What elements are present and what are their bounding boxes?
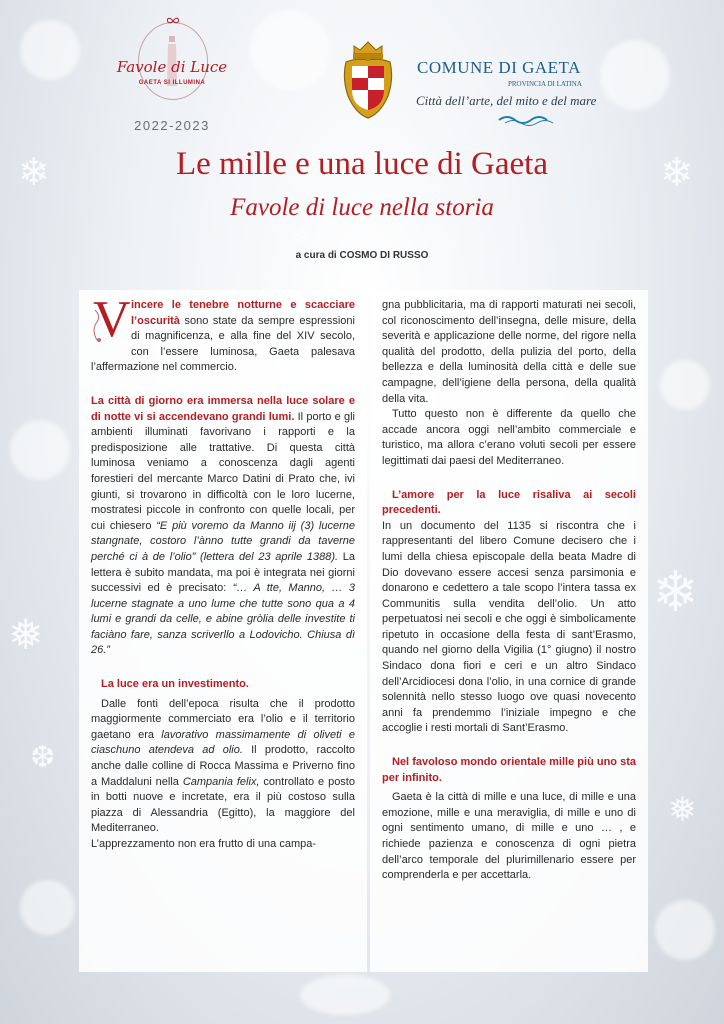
bokeh-light bbox=[655, 900, 715, 960]
paragraph bbox=[91, 394, 355, 659]
drop-cap bbox=[91, 291, 131, 348]
section-heading-block bbox=[382, 488, 636, 519]
text-italic: Campania felix, bbox=[182, 775, 260, 788]
comune-motto: Città dell’arte, del mito e del mare bbox=[416, 93, 597, 108]
article-subtitle: Favole di luce nella storia bbox=[230, 194, 494, 221]
logo-script: Favole di Luce bbox=[116, 58, 228, 76]
text-run: La lettera è subito mandata, ma poi è integrata nei giorni successivi ed è precisato: bbox=[91, 550, 356, 595]
paragraph: L’apprezzamento non era frutto di una campa- bbox=[91, 838, 317, 850]
bokeh-light bbox=[250, 10, 330, 90]
bow-icon bbox=[166, 16, 180, 26]
section-heading-block bbox=[382, 755, 636, 786]
paragraph: In un documento del 1135 si riscontra che i rappresentanti del libero Comune decisero che i lumi della chiesa episcopale della beata Madre di Dio dovevano essere accesi senza parsimonia e donarono e cedettero a tale scopo l’intera tassa ex Communitis sulla vendita dell’olio. Un atto perpetuatosi nei secoli e che oggi è simbolicamente ripetuto in occasione della festa di sant’Erasmo, quando nel giorno della Vigilia (1° giugno) il nostro Sindaco dona fiori e ceri e un altro Sindaco dell’Arcidiocesi dona l’olio, in una cornice di grande solennità nello stesso luogo ove quasi novecento anni fa prendemmo l’iniziale impegno e che accoglie i resti mortali di Sant’Erasmo. bbox=[382, 519, 636, 735]
section-heading: L’amore per la luce risaliva ai secoli precedenti. bbox=[382, 488, 636, 517]
lead-bold: incere le tenebre notturne e scacciare l’oscurità bbox=[131, 299, 355, 327]
byline-prefix: a cura di bbox=[295, 250, 337, 261]
paragraph bbox=[91, 291, 355, 376]
text-run: controllato e posto in botti nuove e incretate, era il più costoso sulla piazza di Alessandria (Egitto), la maggiore del Mediterraneo. bbox=[91, 775, 355, 835]
bokeh-light bbox=[20, 880, 75, 935]
favole-di-luce-logo bbox=[104, 18, 240, 136]
snowflake-icon: ❅ bbox=[8, 610, 44, 659]
quote-italic: “E più voremo da Manno iij (3) lucerne stangnate, costoro l’ànno tutte grandi da taverne perché ci à de l’olio” (lettera del 23 aprile 1388). bbox=[91, 519, 355, 563]
quote-italic: “… A tte, Manno, … 3 lucerne stagnate a uno lume che tutte sono qua a 4 lumi e grandi da celle, e abine gròlia delle investite ti faciàno fare, sanza scriverllo a Lodovicho. Chiusa dì 26.” bbox=[91, 582, 356, 657]
section-heading: Nel favoloso mondo orientale mille più uno sta per infinito. bbox=[382, 756, 636, 784]
bokeh-light bbox=[660, 360, 710, 410]
text-italic: lavorativo massimamente di oliveti e ciaschuno atendeva ad olio. bbox=[91, 728, 355, 757]
logo-tagline: GAETA SI ILLUMINA bbox=[138, 80, 206, 86]
text-run: sono state da sempre espressioni di magnificenza, e alla fine del XIV secolo, con l’essere luminosa, Gaeta palesava l’affermazione nel commercio. bbox=[91, 314, 355, 374]
section-heading: La luce era un investimento. bbox=[101, 678, 249, 691]
right-column bbox=[370, 290, 648, 972]
comune-name: COMUNE DI GAETA bbox=[417, 58, 581, 77]
drop-cap-letter: V bbox=[93, 291, 131, 348]
bokeh-light bbox=[20, 20, 80, 80]
snowflake-icon: ❄ bbox=[292, 226, 311, 251]
byline bbox=[0, 250, 724, 261]
byline-author: COSMO DI RUSSO bbox=[339, 250, 429, 261]
paragraph: Gaeta è la città di mille e una luce, di mille e una emozione, mille e una meraviglia, di mille e uno di ogni sentimento umano, di mille e uno … , e richiede pazienza e conoscenza di ogni pietra dell’arco temporale del plurimillenario essere per comprenderla e per accettarla. bbox=[382, 791, 636, 882]
paragraph bbox=[91, 697, 355, 837]
paragraph: gna pubblicitaria, ma di rapporti maturati nei secoli, col riconoscimento dell’insegna, delle misure, della severità e applicazione delle norme, del rigore nella qualità del prodotto, della pulizia del porto, della bellezza e della luminosità della città e delle sue campagne, dell’igiene della persona, della qualità della vita. bbox=[382, 299, 636, 405]
left-column bbox=[79, 290, 367, 972]
section-heading-block bbox=[91, 677, 355, 693]
bokeh-light bbox=[10, 420, 70, 480]
section-heading: La città di giorno era immersa nella luce solare e di notte vi si accendevano grandi lumi. bbox=[91, 394, 355, 423]
snowflake-icon: ❄ bbox=[18, 150, 50, 194]
snowflake-icon: ❄ bbox=[652, 560, 699, 625]
comune-province: PROVINCIA DI LATINA bbox=[508, 80, 582, 88]
bokeh-light bbox=[300, 975, 390, 1015]
wave-ornament-icon bbox=[497, 112, 555, 126]
snowflake-icon: ❅ bbox=[668, 790, 697, 830]
paragraph: Tutto questo non è differente da quello che accade ancora oggi nell’ambito commerciale e turistico, ma allora c’erano voluti secoli per essere legittimati dai paesi del Mediterraneo. bbox=[382, 408, 636, 467]
text-run: Dalle fonti dell’epoca risulta che il prodotto maggiormente commerciato era l’olio e il territorio gaetano era bbox=[91, 697, 355, 741]
text-run: Il porto e gli ambienti illuminati favorivano i rapporti e la predisposizione alle trattative. Di questa città luminosa veniamo a conoscenza dagli agenti forestieri del mercante Marco Datini di Prato che, ivi giunti, si trovarono in difficoltà con le loro lucerne, mostratesi piccole in confronto con quelle locali, per cui chiesero bbox=[91, 410, 355, 532]
crest-icon bbox=[340, 38, 396, 122]
text-run: Il prodotto, raccolto anche dalle colline di Rocca Massima e Priverno fino a Maddaluni nella bbox=[91, 744, 355, 788]
bokeh-light bbox=[600, 40, 670, 110]
logo-year: 2022-2023 bbox=[134, 118, 210, 133]
snowflake-icon: ❄ bbox=[660, 150, 694, 196]
snowflake-icon: ❆ bbox=[30, 740, 56, 775]
article-title: Le mille e una luce di Gaeta bbox=[176, 146, 548, 182]
